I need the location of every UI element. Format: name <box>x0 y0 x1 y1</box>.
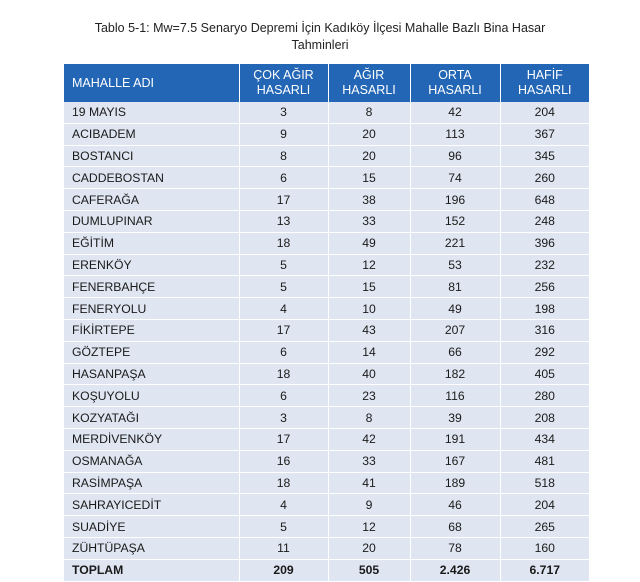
cell-agir: 23 <box>328 385 410 407</box>
cell-orta: 74 <box>410 167 500 189</box>
header-label: MAHALLE ADI <box>72 75 154 90</box>
cell-cok-agir: 3 <box>239 102 328 123</box>
cell-orta: 39 <box>410 407 500 429</box>
table-row <box>64 428 589 450</box>
cell-mahalle-adi: CADDEBOSTAN <box>64 167 239 189</box>
cell-cok-agir: 18 <box>239 363 328 385</box>
caption-line-1: Tablo 5-1: Mw=7.5 Senaryo Depremi İçin Kadıköy İlçesi Mahalle Bazlı Bina Hasar <box>94 21 546 35</box>
table-row <box>64 407 589 429</box>
cell-agir: 15 <box>328 276 410 298</box>
cell-cok-agir: 17 <box>239 428 328 450</box>
cell-mahalle-adi: BOSTANCI <box>64 145 239 167</box>
table-row <box>64 254 589 276</box>
cell-orta: 49 <box>410 298 500 320</box>
cell-hafif: 260 <box>500 167 589 189</box>
header-hafif-hasarli <box>500 64 589 102</box>
cell-orta: 167 <box>410 450 500 472</box>
cell-agir: 49 <box>328 232 410 254</box>
cell-agir: 9 <box>328 494 410 516</box>
cell-orta: 221 <box>410 232 500 254</box>
header-label: HASARLI <box>342 83 396 97</box>
header-label: HASARLI <box>428 83 482 97</box>
header-mahalle-adi <box>64 64 239 102</box>
cell-hafif: 280 <box>500 385 589 407</box>
header-label: AĞIR <box>353 68 385 82</box>
cell-agir: 40 <box>328 363 410 385</box>
cell-cok-agir: 209 <box>239 559 328 581</box>
header-label: ORTA <box>438 68 472 82</box>
cell-hafif: 198 <box>500 298 589 320</box>
cell-mahalle-adi: ACIBADEM <box>64 123 239 145</box>
cell-cok-agir: 11 <box>239 537 328 559</box>
cell-cok-agir: 13 <box>239 210 328 232</box>
header-label: HASARLI <box>256 83 311 97</box>
cell-mahalle-adi: 19 MAYIS <box>64 102 239 123</box>
cell-orta: 113 <box>410 123 500 145</box>
cell-mahalle-adi: FENERBAHÇE <box>64 276 239 298</box>
cell-orta: 78 <box>410 537 500 559</box>
cell-agir: 43 <box>328 319 410 341</box>
cell-hafif: 204 <box>500 102 589 123</box>
cell-agir: 10 <box>328 298 410 320</box>
table-row <box>64 232 589 254</box>
cell-mahalle-adi: CAFERAĞA <box>64 189 239 211</box>
table-row <box>64 341 589 363</box>
cell-hafif: 396 <box>500 232 589 254</box>
table-row <box>64 385 589 407</box>
cell-orta: 46 <box>410 494 500 516</box>
cell-orta: 96 <box>410 145 500 167</box>
damage-estimate-table <box>64 64 589 582</box>
cell-mahalle-adi: ZÜHTÜPAŞA <box>64 537 239 559</box>
cell-cok-agir: 5 <box>239 254 328 276</box>
cell-agir: 15 <box>328 167 410 189</box>
cell-cok-agir: 5 <box>239 276 328 298</box>
cell-mahalle-adi: DUMLUPINAR <box>64 210 239 232</box>
cell-hafif: 232 <box>500 254 589 276</box>
cell-hafif: 204 <box>500 494 589 516</box>
cell-mahalle-adi: RASİMPAŞA <box>64 472 239 494</box>
cell-cok-agir: 6 <box>239 167 328 189</box>
cell-hafif: 481 <box>500 450 589 472</box>
cell-cok-agir: 17 <box>239 189 328 211</box>
cell-orta: 182 <box>410 363 500 385</box>
header-agir-hasarli <box>328 64 410 102</box>
cell-agir: 12 <box>328 254 410 276</box>
cell-mahalle-adi: SUADİYE <box>64 516 239 538</box>
cell-cok-agir: 18 <box>239 472 328 494</box>
cell-mahalle-adi: GÖZTEPE <box>64 341 239 363</box>
caption-line-2: Tahminleri <box>291 38 349 52</box>
cell-orta: 116 <box>410 385 500 407</box>
cell-agir: 14 <box>328 341 410 363</box>
cell-hafif: 256 <box>500 276 589 298</box>
table-row <box>64 145 589 167</box>
table-row <box>64 167 589 189</box>
cell-hafif: 518 <box>500 472 589 494</box>
cell-cok-agir: 6 <box>239 341 328 363</box>
cell-mahalle-adi: KOZYATAĞI <box>64 407 239 429</box>
table-row <box>64 210 589 232</box>
cell-agir: 8 <box>328 407 410 429</box>
cell-hafif: 316 <box>500 319 589 341</box>
cell-mahalle-adi: MERDİVENKÖY <box>64 428 239 450</box>
cell-orta: 189 <box>410 472 500 494</box>
table-row <box>64 123 589 145</box>
cell-mahalle-adi: EĞİTİM <box>64 232 239 254</box>
cell-agir: 20 <box>328 145 410 167</box>
cell-cok-agir: 5 <box>239 516 328 538</box>
header-label: HASARLI <box>518 83 572 97</box>
cell-mahalle-adi: KOŞUYOLU <box>64 385 239 407</box>
cell-agir: 33 <box>328 450 410 472</box>
cell-mahalle-adi: OSMANAĞA <box>64 450 239 472</box>
cell-cok-agir: 3 <box>239 407 328 429</box>
cell-orta: 191 <box>410 428 500 450</box>
cell-agir: 20 <box>328 123 410 145</box>
cell-agir: 41 <box>328 472 410 494</box>
cell-hafif: 265 <box>500 516 589 538</box>
cell-cok-agir: 4 <box>239 494 328 516</box>
cell-orta: 66 <box>410 341 500 363</box>
cell-cok-agir: 17 <box>239 319 328 341</box>
header-label: HAFİF <box>526 68 563 82</box>
header-orta-hasarli <box>410 64 500 102</box>
cell-hafif: 434 <box>500 428 589 450</box>
cell-agir: 42 <box>328 428 410 450</box>
cell-mahalle-adi: FİKİRTEPE <box>64 319 239 341</box>
cell-agir: 12 <box>328 516 410 538</box>
table-caption <box>60 20 580 54</box>
cell-agir: 33 <box>328 210 410 232</box>
cell-cok-agir: 16 <box>239 450 328 472</box>
table-row <box>64 102 589 123</box>
table-row <box>64 537 589 559</box>
table-row <box>64 494 589 516</box>
cell-cok-agir: 8 <box>239 145 328 167</box>
cell-hafif: 405 <box>500 363 589 385</box>
cell-hafif: 208 <box>500 407 589 429</box>
cell-hafif: 292 <box>500 341 589 363</box>
cell-mahalle-adi: HASANPAŞA <box>64 363 239 385</box>
cell-hafif: 160 <box>500 537 589 559</box>
cell-cok-agir: 18 <box>239 232 328 254</box>
cell-hafif: 648 <box>500 189 589 211</box>
table-body <box>64 102 589 581</box>
cell-hafif: 367 <box>500 123 589 145</box>
cell-mahalle-adi: ERENKÖY <box>64 254 239 276</box>
cell-agir: 38 <box>328 189 410 211</box>
table-row <box>64 472 589 494</box>
cell-hafif: 6.717 <box>500 559 589 581</box>
header-cok-agir-hasarli <box>239 64 328 102</box>
cell-hafif: 248 <box>500 210 589 232</box>
cell-agir: 8 <box>328 102 410 123</box>
table-row <box>64 319 589 341</box>
cell-orta: 152 <box>410 210 500 232</box>
table-row <box>64 516 589 538</box>
cell-cok-agir: 9 <box>239 123 328 145</box>
cell-mahalle-adi: FENERYOLU <box>64 298 239 320</box>
cell-orta: 207 <box>410 319 500 341</box>
table-row <box>64 450 589 472</box>
table-row <box>64 276 589 298</box>
cell-agir: 505 <box>328 559 410 581</box>
cell-orta: 42 <box>410 102 500 123</box>
cell-hafif: 345 <box>500 145 589 167</box>
cell-cok-agir: 4 <box>239 298 328 320</box>
cell-orta: 196 <box>410 189 500 211</box>
cell-orta: 81 <box>410 276 500 298</box>
cell-cok-agir: 6 <box>239 385 328 407</box>
table-row <box>64 298 589 320</box>
table-row <box>64 363 589 385</box>
header-label: ÇOK AĞIR <box>253 68 314 82</box>
cell-orta: 2.426 <box>410 559 500 581</box>
table-header-row <box>64 64 589 102</box>
cell-agir: 20 <box>328 537 410 559</box>
cell-orta: 68 <box>410 516 500 538</box>
cell-orta: 53 <box>410 254 500 276</box>
cell-mahalle-adi: SAHRAYICEDİT <box>64 494 239 516</box>
table-row <box>64 189 589 211</box>
cell-mahalle-adi: TOPLAM <box>64 559 239 581</box>
